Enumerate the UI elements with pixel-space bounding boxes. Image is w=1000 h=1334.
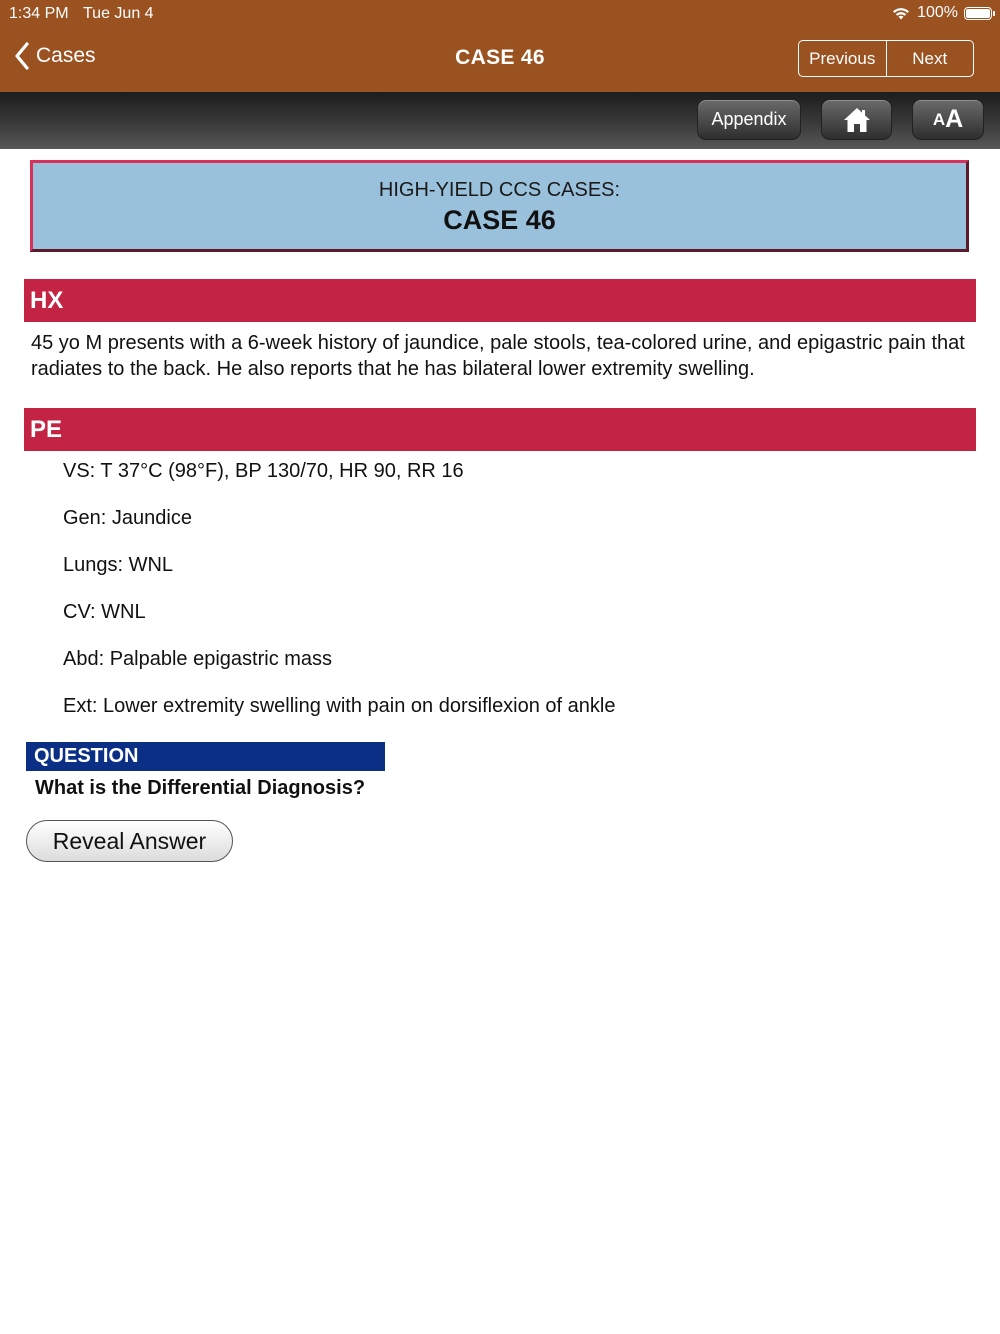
hx-text: 45 yo M presents with a 6-week history of jaundice, pale stools, tea-colored urine, and epigastric pain that radiates to the back. He also reports that he has bilateral lower extremity swelling. <box>31 332 965 380</box>
font-size-button[interactable] <box>912 99 984 140</box>
pe-item-general: Gen: Jaundice <box>63 507 192 529</box>
top-bar <box>0 0 1000 92</box>
toolbar <box>0 92 1000 149</box>
page-title: CASE 46 <box>455 46 545 69</box>
case-subtitle: HIGH-YIELD CCS CASES: <box>378 179 621 201</box>
home-icon <box>842 105 872 135</box>
pe-item-abdomen: Abd: Palpable epigastric mass <box>63 648 333 670</box>
question-heading: QUESTION <box>26 742 385 771</box>
reveal-answer-button[interactable]: Reveal Answer <box>26 820 233 862</box>
previous-button[interactable]: Previous <box>809 48 876 68</box>
case-header-card <box>30 160 969 252</box>
pe-heading: PE <box>24 408 976 451</box>
hx-heading: HX <box>24 279 976 322</box>
status-right <box>891 4 992 22</box>
font-small-icon: A <box>932 109 946 129</box>
case-title: CASE 46 <box>443 205 556 235</box>
prev-next-control <box>798 40 974 77</box>
back-label: Cases <box>36 44 96 67</box>
pe-item-extremities: Ext: Lower extremity swelling with pain on dorsiflexion of ankle <box>63 695 616 717</box>
question-text: What is the Differential Diagnosis? <box>35 777 366 799</box>
pe-item-lungs: Lungs: WNL <box>63 554 174 576</box>
pe-item-cv: CV: WNL <box>63 601 146 623</box>
battery-percent: 100% <box>917 4 958 21</box>
wifi-icon <box>891 6 911 20</box>
status-time: 1:34 PM <box>9 5 69 22</box>
home-button[interactable] <box>821 99 892 140</box>
appendix-button[interactable]: Appendix <box>697 99 801 140</box>
pe-item-vitals: VS: T 37°C (98°F), BP 130/70, HR 90, RR 16 <box>63 460 464 482</box>
font-big-icon: A <box>945 105 964 133</box>
status-date: Tue Jun 4 <box>83 5 154 22</box>
next-button[interactable]: Next <box>886 41 974 76</box>
battery-icon <box>964 7 992 20</box>
